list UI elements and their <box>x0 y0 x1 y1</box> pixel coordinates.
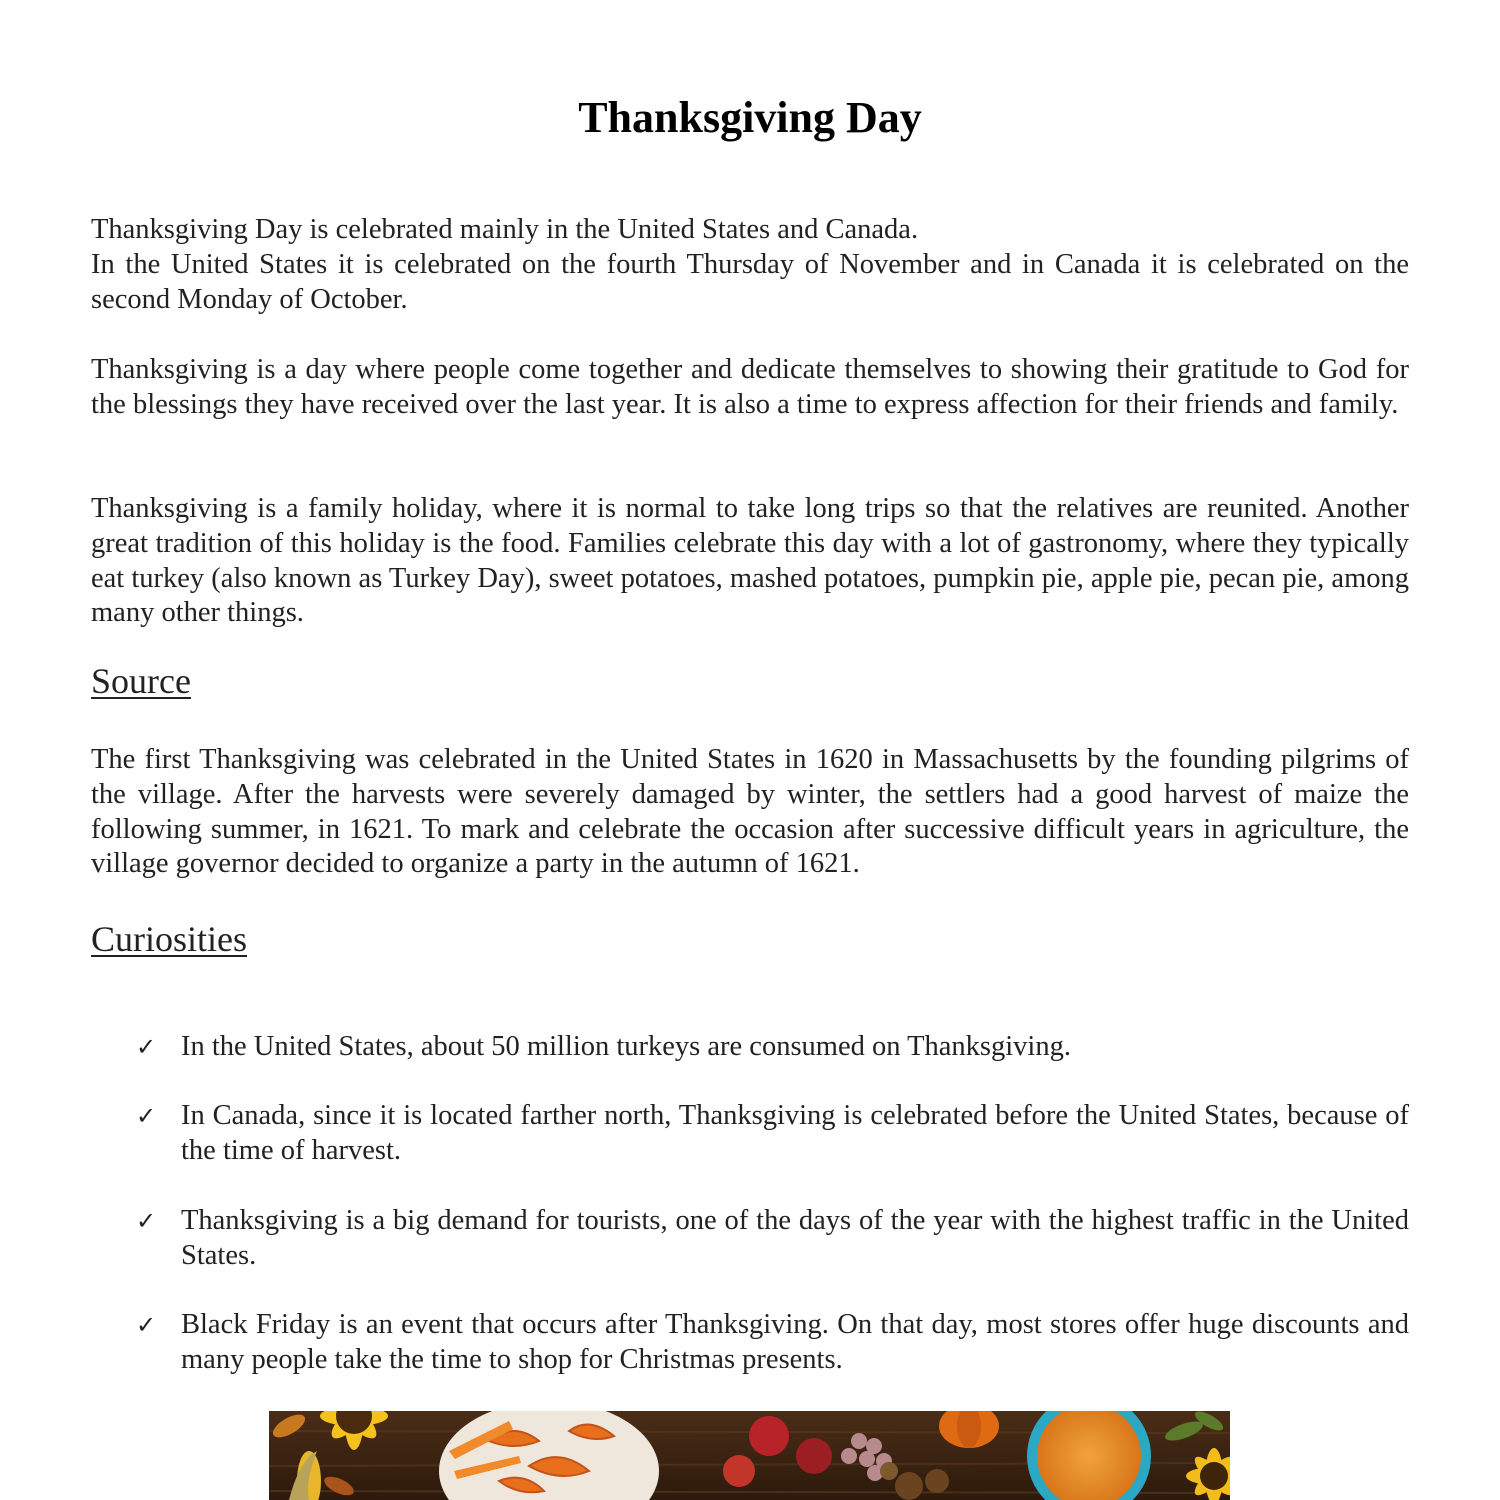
curiosity-text: Black Friday is an event that occurs after Thanksgiving. On that day, most stores offer huge discounts and many people take the time to shop for Christmas presents. <box>181 1309 1409 1375</box>
source-paragraph: The first Thanksgiving was celebrated in the United States in 1620 in Massachusetts by the founding pilgrims of the village. After the harvests were severely damaged by winter, the settlers had a good harvest of maize the following summer, in 1621. To mark and celebrate the occasion after successive difficult years in agriculture, the village governor decided to organize a party in the autumn of 1621. <box>91 744 1409 880</box>
family-holiday-paragraph: Thanksgiving is a family holiday, where it is normal to take long trips so that the relatives are reunited. Another great tradition of this holiday is the food. Families celebrate this day with a lot of gastronomy, where they typically eat turkey (also known as Turkey Day), sweet potatoes, mashed potatoes, pumpkin pie, apple pie, pecan pie, among many other things. <box>91 493 1409 629</box>
thanksgiving-food-photo <box>269 1411 1230 1500</box>
checkmark-icon: ✓ <box>136 1033 157 1061</box>
curiosity-text: In the United States, about 50 million turkeys are consumed on Thanksgiving. <box>181 1031 1071 1062</box>
checkmark-icon: ✓ <box>136 1311 157 1339</box>
page-title: Thanksgiving Day <box>578 93 922 142</box>
food-photo-illustration <box>269 1411 1230 1500</box>
curiosity-text: Thanksgiving is a big demand for tourists, one of the days of the year with the highest traffic in the United States. <box>181 1205 1409 1271</box>
source-heading: Source <box>91 661 191 701</box>
gratitude-paragraph: Thanksgiving is a day where people come together and dedicate themselves to showing their gratitude to God for the blessings they have received over the last year. It is also a time to express affection for their friends and family. <box>91 354 1409 420</box>
intro-paragraph <box>91 213 1409 248</box>
curiosities-heading: Curiosities <box>91 919 248 959</box>
intro-line-2: In the United States it is celebrated on the fourth Thursday of November and in Canada it is celebrated on the second Monday of October. <box>91 249 1409 315</box>
intro-line-1: Thanksgiving Day is celebrated mainly in the United States and Canada. <box>91 214 919 245</box>
soup-bowl-icon <box>1027 1411 1151 1500</box>
curiosity-text: In Canada, since it is located farther north, Thanksgiving is celebrated before the United States, because of the time of harvest. <box>181 1100 1409 1166</box>
checkmark-icon: ✓ <box>136 1102 157 1130</box>
checkmark-icon: ✓ <box>136 1207 157 1235</box>
